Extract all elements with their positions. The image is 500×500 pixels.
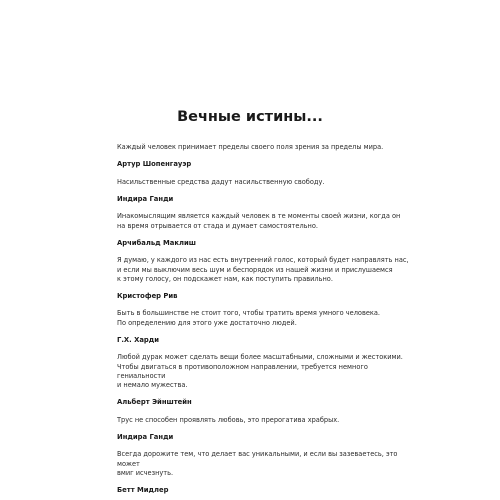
quote-author: Кристофер Рив: [117, 291, 178, 300]
quote-author: Альберт Эйнштейн: [117, 398, 192, 407]
page-title: Вечные истины...: [177, 109, 323, 125]
quote-item: [117, 416, 417, 442]
quote-text: Трус не способен проявлять любовь, это прерогатива храбрых.: [117, 415, 340, 424]
quote-text: Насильственные средства дадут насильственную свободу.: [117, 177, 325, 186]
quote-item: [117, 143, 417, 169]
quote-list: [117, 143, 417, 500]
quote-text: Каждый человек принимает пределы своего поля зрения за пределы мира.: [117, 143, 384, 151]
quote-item: [117, 353, 417, 407]
quote-author: Индира Ганди: [117, 194, 174, 203]
quote-item: [117, 212, 417, 247]
quote-text: Инакомыслящим является каждый человек в те моменты своей жизни, когда он на время отрывается от стада и думает самостоятельно.: [117, 212, 401, 230]
quote-item: [117, 178, 417, 204]
quote-text: Всегда дорожите тем, что делает вас уникальными, и если вы зазеваетесь, это может вмиг исчезнуть.: [117, 450, 398, 477]
quote-text: Я думаю, у каждого из нас есть внутренний голос, который будет направлять нас, и если мы выключим весь шум и беспорядок из нашей жизни и прислушаемся к этому голосу, он подскажет нам, как поступить правильно.: [117, 256, 409, 283]
quote-author: Бетт Мидлер: [117, 485, 169, 494]
quote-item: [117, 256, 417, 301]
quote-author: Индира Ганди: [117, 432, 174, 441]
quote-author: Г.Х. Харди: [117, 335, 160, 344]
quote-item: [117, 309, 417, 344]
quote-author: Артур Шопенгауэр: [117, 160, 192, 169]
quote-author: Арчибальд Маклиш: [117, 238, 196, 247]
quote-item: [117, 450, 417, 495]
quote-text: Любой дурак может сделать вещи более масштабными, сложными и жестокими. Чтобы двигаться в противоположном направлении, требуется немного гениальности и немало мужества.: [117, 353, 403, 389]
quote-text: Быть в большинстве не стоит того, чтобы тратить время умного человека. По определению для этого уже достаточно людей.: [117, 309, 381, 327]
